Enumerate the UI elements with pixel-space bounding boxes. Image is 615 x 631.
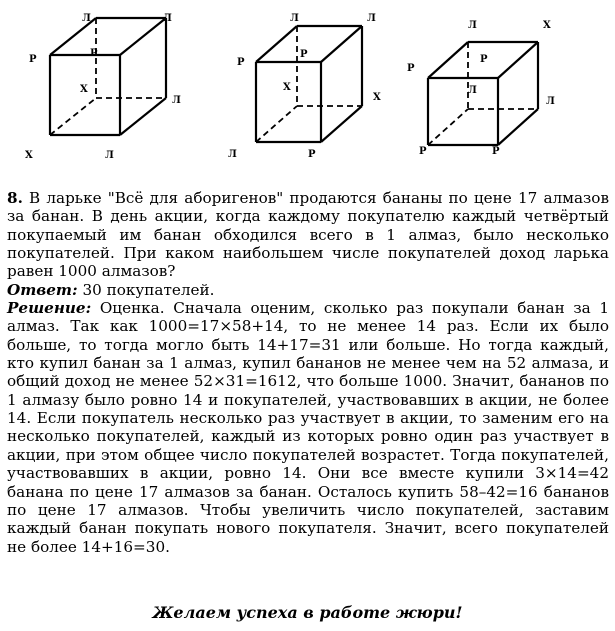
cube-1-edge	[120, 98, 166, 135]
cube-1-vertex-label: Л	[163, 13, 172, 24]
cube-3-hidden-edge	[428, 109, 468, 145]
problem-statement	[7, 189, 609, 281]
cube-1-vertex-label: Л	[82, 13, 91, 24]
cube-2-edge	[256, 26, 297, 62]
cube-3-vertex-label: Р	[407, 63, 415, 74]
cube-3-vertex-label: Р	[492, 146, 500, 157]
cube-3-vertex-label: Р	[480, 54, 488, 65]
cube-2-vertex-label: Л	[228, 149, 237, 160]
cube-1-hidden-edge	[50, 98, 96, 135]
cube-1-vertex-label: Х	[25, 150, 33, 161]
cube-1-vertex-label: Х	[80, 84, 88, 95]
cube-3-edge	[498, 109, 538, 145]
cube-3-edge	[428, 42, 468, 78]
cube-1-vertex-label: Р	[90, 48, 98, 59]
cube-3-vertex-label: Х	[543, 20, 551, 31]
cube-3-vertex-label: Р	[419, 146, 427, 157]
answer-line	[7, 281, 609, 299]
solution-label: Решение:	[7, 299, 92, 318]
cube-2-vertex-label: Х	[373, 92, 381, 103]
cube-3-vertex-label: Л	[546, 96, 555, 107]
solution-text: Оценка. Сначала оценим, сколько раз покупали банан за 1 алмаз. Так как 1000=17×58+14, то не менее 14 раз. Если их было больше, то тогда могло быть 14+17=31 или больше. Но тогда каждый, кто купил банан за 1 алмаз, купил бананов не менее чем на 52 алмаза, и общий доход не менее 52×31=1612, что больше 1000. Значит, бананов по 1 алмазу было ровно 14 и покупателей, участвовавших в акции, не более 14. Если покупатель несколько раз участвует в акции, то заменим его на несколько покупателей, каждый из которых ровно один раз участвует в акции, при этом общее число покупателей возрастет. Тогда покупателей, участвовавших в акции, ровно 14. Они все вместе купили 3×14=42 банана по цене 17 алмазов за банан. Осталось купить 58–42=16 бананов по цене 17 алмазов. Чтобы увеличить число покупателей, заставим каждый банан покупать нового покупателя. Значит, всего покупателей не более 14+16=30.	[7, 299, 610, 556]
cube-1-edge	[120, 18, 166, 55]
cube-2-vertex-label: Р	[237, 57, 245, 68]
cube-diagrams	[0, 0, 615, 175]
problem-statement-text: В ларьке "Всё для аборигенов" продаются бананы по цене 17 алмазов за банан. В день акции, когда каждому покупателю каждый четвёртый покупаемый им банан обходился всего в 1 алмаз, было несколько покупателей. При каком наибольшем числе покупателей доход ларька равен 1000 алмазов?	[7, 189, 610, 281]
answer-text: 30 покупателей.	[82, 280, 215, 299]
cube-2-vertex-label: Л	[367, 13, 376, 24]
problem-8	[7, 189, 609, 556]
cube-1-vertex-label: Р	[29, 54, 37, 65]
cube-2-vertex-label: Х	[283, 82, 291, 93]
cube-2-vertex-label: Л	[290, 13, 299, 24]
answer-label: Ответ:	[7, 280, 78, 299]
problem-number: 8.	[7, 189, 23, 207]
closing-wish: Желаем успеха в работе жюри!	[152, 603, 463, 622]
cube-2-hidden-edge	[256, 106, 297, 142]
cube-2-vertex-label: Р	[308, 149, 316, 160]
cube-2-edge	[321, 106, 362, 142]
cube-2-vertex-label: Р	[300, 49, 308, 60]
cube-3-edge	[498, 42, 538, 78]
cube-2-edge	[321, 26, 362, 62]
cube-1-vertex-label: Л	[105, 150, 114, 161]
cube-3-vertex-label: Л	[468, 85, 477, 96]
solution-paragraph	[7, 299, 609, 556]
cube-1-vertex-label: Л	[172, 95, 181, 106]
cube-3-vertex-label: Л	[468, 20, 477, 31]
